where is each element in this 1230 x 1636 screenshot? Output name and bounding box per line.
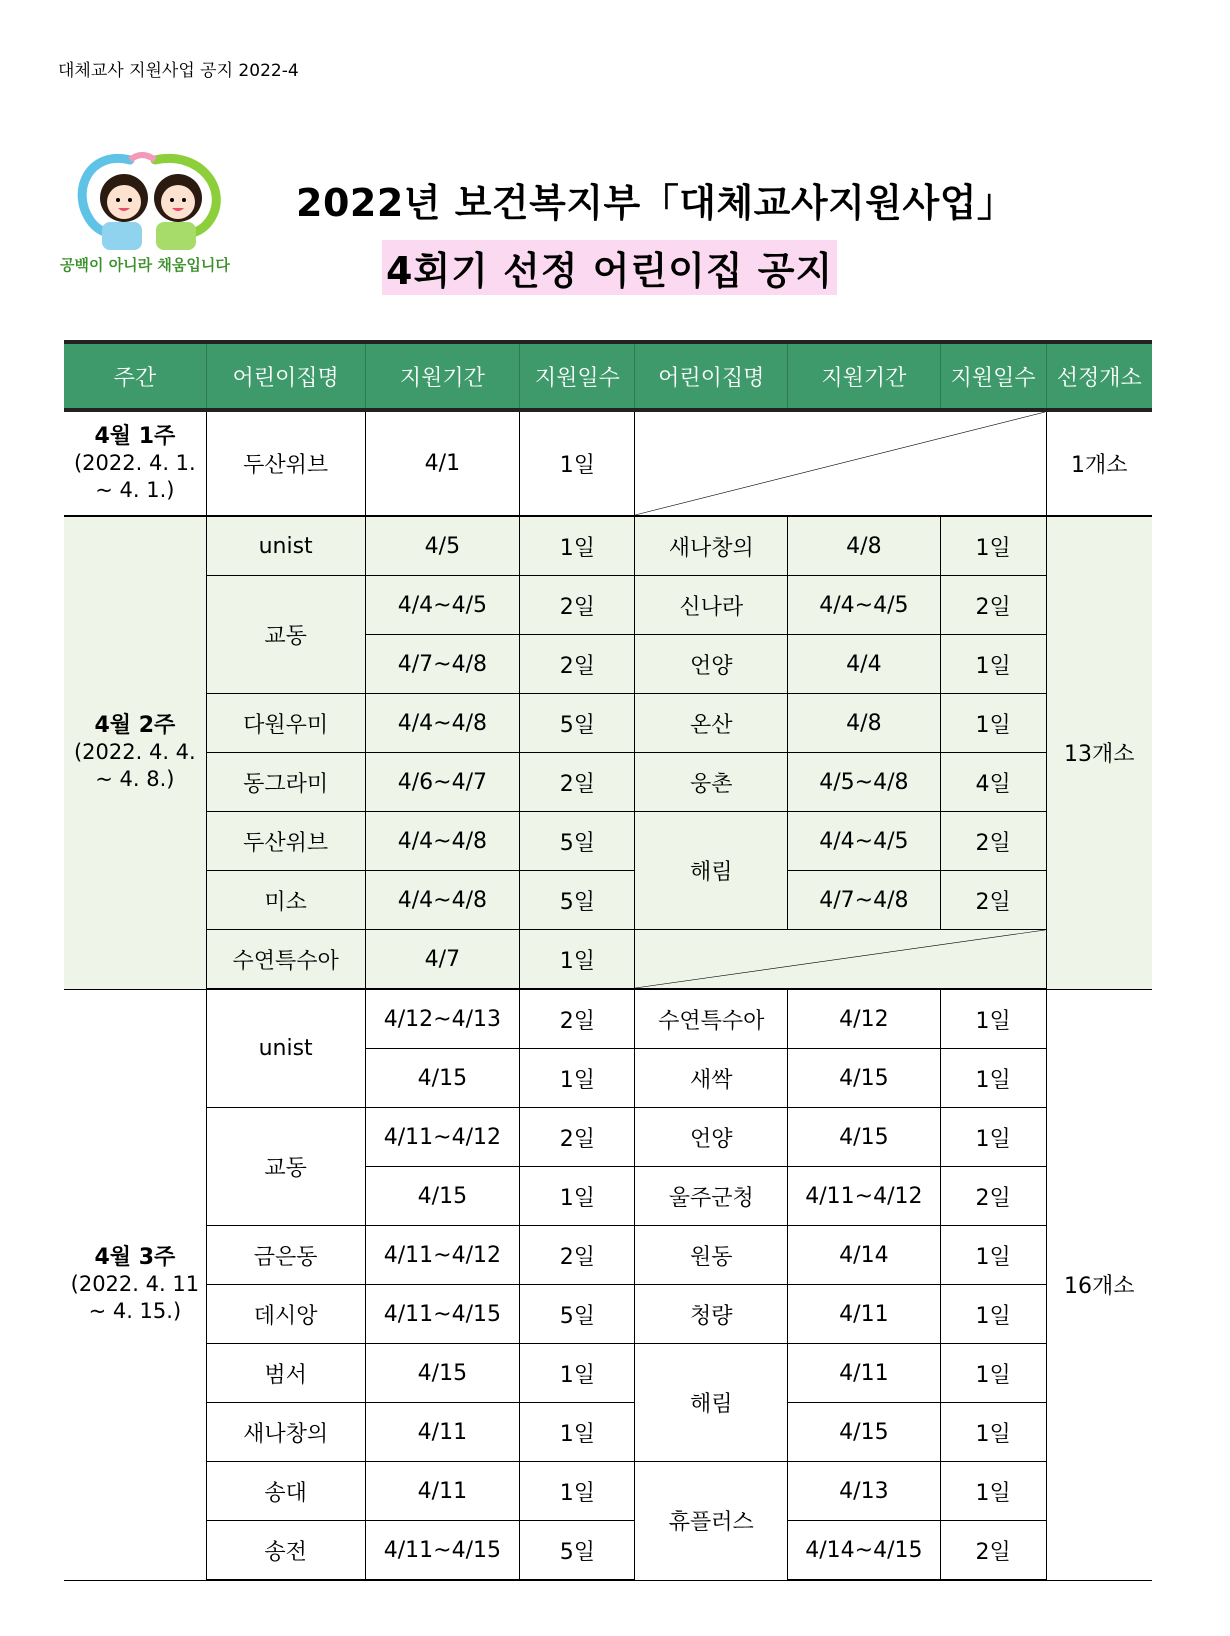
campaign-logo	[60, 150, 270, 290]
table-row	[64, 812, 1152, 871]
support-days: 2일	[520, 1226, 635, 1285]
support-days: 5일	[520, 871, 635, 930]
table-row	[64, 1285, 1152, 1344]
support-days: 1일	[520, 516, 635, 576]
daycare-name: 교동	[206, 576, 365, 694]
daycare-name: 새나창의	[635, 516, 788, 576]
schedule-table	[64, 340, 1152, 1581]
support-days: 2일	[940, 576, 1046, 635]
support-period: 4/11	[788, 1344, 941, 1403]
daycare-name: 미소	[206, 871, 365, 930]
daycare-name: 새나창의	[206, 1403, 365, 1462]
support-days: 2일	[940, 871, 1046, 930]
daycare-name: 송전	[206, 1521, 365, 1581]
support-days: 2일	[520, 576, 635, 635]
support-days: 1일	[520, 1167, 635, 1226]
support-period: 4/5~4/8	[788, 753, 941, 812]
table-row	[64, 576, 1152, 635]
daycare-name: 울주군청	[635, 1167, 788, 1226]
support-period: 4/15	[365, 1167, 520, 1226]
support-days: 1일	[940, 694, 1046, 753]
table-row	[64, 871, 1152, 930]
header-support-period: 지원기간	[365, 342, 520, 410]
week-label: 4월 2주	[94, 713, 176, 739]
daycare-name: 해림	[635, 1344, 788, 1462]
support-days: 2일	[940, 812, 1046, 871]
week-range-start: (2022. 4. 1.	[73, 451, 196, 475]
daycare-name: 언양	[635, 1108, 788, 1167]
daycare-name: 웅촌	[635, 753, 788, 812]
support-period: 4/15	[365, 1344, 520, 1403]
week-label: 4월 1주	[94, 424, 176, 449]
header-week: 주간	[64, 342, 206, 410]
support-period: 4/8	[788, 694, 941, 753]
table-row	[64, 930, 1152, 990]
week-range-end: ~ 4. 1.)	[95, 478, 175, 502]
table-header-row	[64, 342, 1152, 410]
support-period: 4/7	[365, 930, 520, 990]
week-cell	[64, 516, 206, 989]
support-days: 1일	[520, 930, 635, 990]
support-period: 4/11~4/12	[365, 1226, 520, 1285]
header-selected-count: 선정개소	[1046, 342, 1152, 410]
support-days: 1일	[940, 989, 1046, 1049]
daycare-name: unist	[206, 989, 365, 1108]
page-subtitle: 4회기 선정 어린이집 공지	[382, 240, 837, 295]
table-row	[64, 694, 1152, 753]
week-range-start: (2022. 4. 11	[70, 1272, 200, 1296]
daycare-name: 언양	[635, 635, 788, 694]
daycare-name: 수연특수아	[635, 989, 788, 1049]
header-daycare-name-2: 어린이집명	[635, 342, 788, 410]
selected-count: 16개소	[1046, 989, 1152, 1580]
week-cell	[64, 989, 206, 1580]
support-period: 4/8	[788, 516, 941, 576]
support-period: 4/11~4/15	[365, 1521, 520, 1581]
week-cell	[64, 410, 206, 516]
support-period: 4/1	[365, 410, 520, 516]
support-days: 2일	[520, 635, 635, 694]
selected-count: 13개소	[1046, 516, 1152, 989]
week-range-end: ~ 4. 8.)	[95, 767, 175, 792]
support-days: 1일	[940, 1403, 1046, 1462]
support-days: 2일	[520, 989, 635, 1049]
support-period: 4/4~4/5	[365, 576, 520, 635]
support-days: 1일	[520, 1462, 635, 1521]
week-range-end: ~ 4. 15.)	[88, 1299, 182, 1323]
logo-slogan: 공백이 아니라 채움입니다	[60, 256, 230, 274]
support-days: 1일	[940, 1462, 1046, 1521]
week-range-start: (2022. 4. 4.	[73, 740, 196, 765]
support-period: 4/11~4/12	[365, 1108, 520, 1167]
support-period: 4/11~4/15	[365, 1285, 520, 1344]
daycare-name: 청량	[635, 1285, 788, 1344]
support-period: 4/15	[788, 1403, 941, 1462]
support-days: 1일	[940, 1108, 1046, 1167]
daycare-name: unist	[206, 516, 365, 576]
support-period: 4/11	[788, 1285, 941, 1344]
selected-count: 1개소	[1046, 410, 1152, 516]
support-days: 1일	[940, 516, 1046, 576]
support-period: 4/14	[788, 1226, 941, 1285]
support-days: 5일	[520, 1285, 635, 1344]
daycare-name: 해림	[635, 812, 788, 930]
support-period: 4/13	[788, 1462, 941, 1521]
support-days: 2일	[940, 1521, 1046, 1581]
support-period: 4/15	[788, 1049, 941, 1108]
daycare-name: 데시앙	[206, 1285, 365, 1344]
support-days: 1일	[940, 635, 1046, 694]
support-period: 4/12~4/13	[365, 989, 520, 1049]
daycare-name: 온산	[635, 694, 788, 753]
support-period: 4/4~4/8	[365, 812, 520, 871]
support-days: 1일	[520, 1403, 635, 1462]
support-days: 5일	[520, 694, 635, 753]
support-period: 4/14~4/15	[788, 1521, 941, 1581]
table-row	[64, 753, 1152, 812]
table-row	[64, 1226, 1152, 1285]
table-row	[64, 1108, 1152, 1167]
daycare-name: 원동	[635, 1226, 788, 1285]
support-days: 1일	[940, 1344, 1046, 1403]
table-row	[64, 1462, 1152, 1521]
support-days: 1일	[520, 1344, 635, 1403]
daycare-name: 휴플러스	[635, 1462, 788, 1581]
daycare-name: 수연특수아	[206, 930, 365, 990]
daycare-name: 새싹	[635, 1049, 788, 1108]
daycare-name: 두산위브	[206, 812, 365, 871]
support-period: 4/12	[788, 989, 941, 1049]
support-days: 1일	[520, 410, 635, 516]
daycare-name: 범서	[206, 1344, 365, 1403]
support-days: 5일	[520, 812, 635, 871]
support-period: 4/4~4/8	[365, 694, 520, 753]
support-period: 4/6~4/7	[365, 753, 520, 812]
support-days: 1일	[520, 1049, 635, 1108]
support-period: 4/11	[365, 1462, 520, 1521]
daycare-name: 금은동	[206, 1226, 365, 1285]
support-period: 4/11	[365, 1403, 520, 1462]
header-support-days-2: 지원일수	[940, 342, 1046, 410]
table-row	[64, 410, 1152, 516]
daycare-name: 송대	[206, 1462, 365, 1521]
page-title: 2022년 보건복지부「대체교사지원사업」	[296, 181, 1016, 225]
support-period: 4/11~4/12	[788, 1167, 941, 1226]
support-days: 1일	[940, 1049, 1046, 1108]
table-row	[64, 1521, 1152, 1581]
daycare-name: 두산위브	[206, 410, 365, 516]
daycare-name: 동그라미	[206, 753, 365, 812]
header-daycare-name: 어린이집명	[206, 342, 365, 410]
support-days: 1일	[940, 1285, 1046, 1344]
support-period: 4/4~4/5	[788, 812, 941, 871]
table-row	[64, 989, 1152, 1049]
support-period: 4/4~4/8	[365, 871, 520, 930]
support-days: 2일	[520, 1108, 635, 1167]
table-row	[64, 1344, 1152, 1403]
support-period: 4/4~4/5	[788, 576, 941, 635]
week-label: 4월 3주	[94, 1245, 176, 1270]
support-period: 4/4	[788, 635, 941, 694]
header-support-days: 지원일수	[520, 342, 635, 410]
support-period: 4/5	[365, 516, 520, 576]
support-days: 5일	[520, 1521, 635, 1581]
table-row	[64, 1403, 1152, 1462]
empty-diagonal-cell	[635, 410, 1046, 516]
daycare-name: 다원우미	[206, 694, 365, 753]
header-support-period-2: 지원기간	[788, 342, 941, 410]
support-period: 4/7~4/8	[365, 635, 520, 694]
support-period: 4/7~4/8	[788, 871, 941, 930]
empty-diagonal-cell	[635, 930, 1046, 990]
support-days: 2일	[520, 753, 635, 812]
daycare-name: 신나라	[635, 576, 788, 635]
support-period: 4/15	[788, 1108, 941, 1167]
daycare-name: 교동	[206, 1108, 365, 1226]
support-days: 1일	[940, 1226, 1046, 1285]
table-row	[64, 516, 1152, 576]
document-header: 대체교사 지원사업 공지 2022-4	[58, 61, 299, 81]
support-period: 4/15	[365, 1049, 520, 1108]
support-days: 4일	[940, 753, 1046, 812]
support-days: 2일	[940, 1167, 1046, 1226]
